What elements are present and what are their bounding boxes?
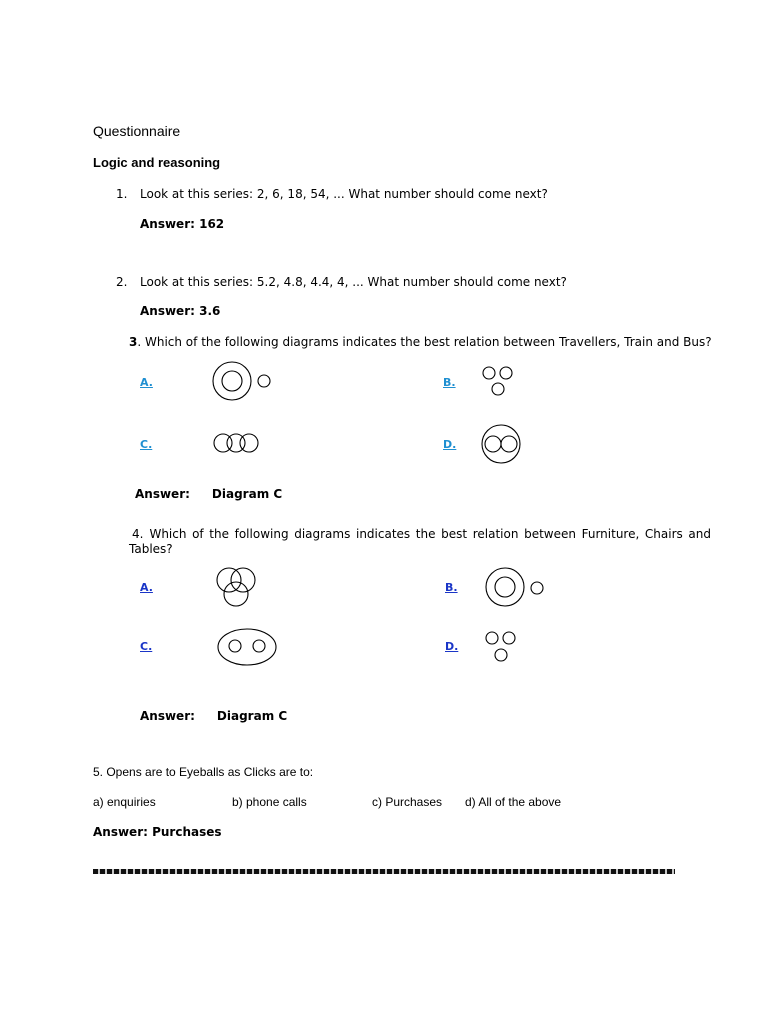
question-text: Look at this series: 2, 6, 18, 54, ... What number should come next? [140,187,548,201]
q3-option-b[interactable]: B. [443,376,456,389]
question-text: Look at this series: 5.2, 4.8, 4.4, 4, ... What number should come next? [140,275,567,289]
question-number: 1. [116,187,128,201]
question-5-choice-c: c) Purchases [372,795,443,809]
question-2 [116,275,567,289]
question-5: 5. Opens are to Eyeballs as Clicks are to: [93,765,314,779]
question-3 [129,335,712,349]
question-1 [116,187,548,201]
answer-label: Answer: [140,709,195,723]
question-2-answer: Answer: 3.6 [140,304,221,318]
q4-option-c[interactable]: C. [140,640,153,653]
question-text: . Which of the following diagrams indicates the best relation between Travellers, Train and Bus? [137,335,712,349]
question-number: 4. [132,527,144,541]
q3-option-d[interactable]: D. [443,438,457,451]
answer-value: Diagram C [211,487,283,501]
section-heading: Logic and reasoning [93,155,221,170]
q4-option-a[interactable]: A. [140,581,153,594]
document-title: Questionnaire [93,123,181,139]
question-5-choice-b: b) phone calls [232,795,307,809]
dashed-divider [93,869,675,874]
three-separate-circles-icon [0,0,1,1]
question-number: 2. [116,275,128,289]
question-5-choice-d: d) All of the above [465,795,562,809]
question-1-answer: Answer: 162 [140,217,225,231]
question-5-choice-a: a) enquiries [93,795,156,809]
answer-label: Answer: [135,487,190,501]
q4-option-b[interactable]: B. [445,581,458,594]
question-3-answer [135,487,282,501]
q3-option-c[interactable]: C. [140,438,153,451]
question-number: 3 [129,335,138,349]
q4-option-d[interactable]: D. [445,640,459,653]
question-4 [129,527,711,557]
question-4-answer [140,709,287,723]
answer-value: Diagram C [216,709,288,723]
question-5-answer: Answer: Purchases [93,825,222,839]
q3-option-a[interactable]: A. [140,376,153,389]
question-text: Which of the following diagrams indicates the best relation between Furniture, Chairs and Tables? [129,527,711,556]
